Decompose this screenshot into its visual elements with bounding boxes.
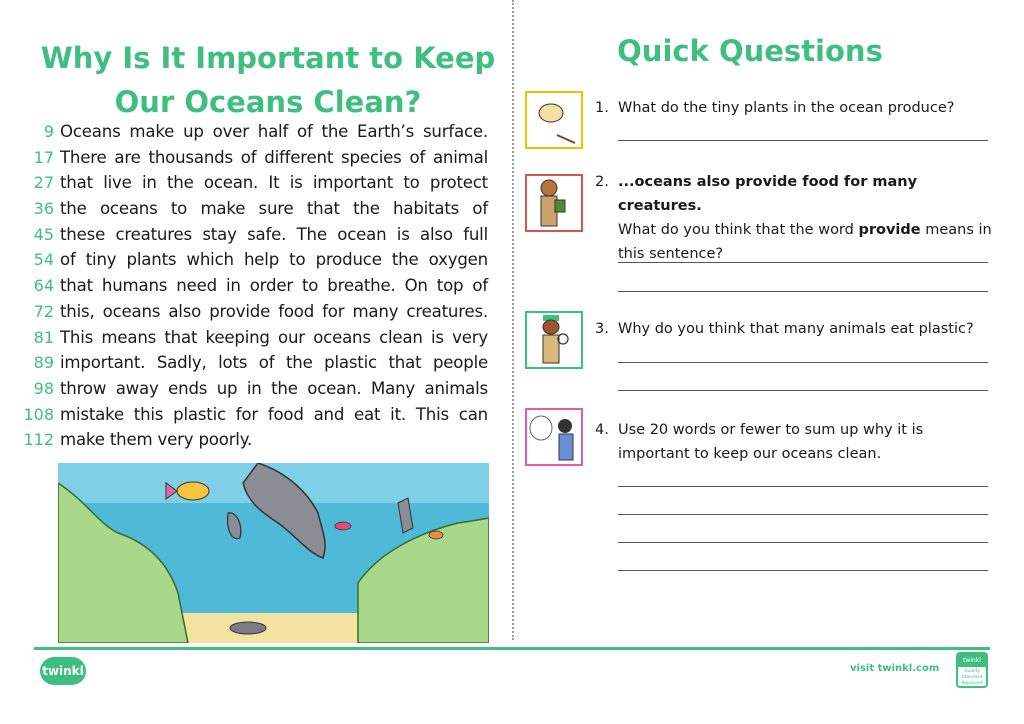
dog-thinking-icon: [525, 408, 583, 466]
reading-line: [14, 199, 494, 225]
reading-line: [14, 430, 494, 456]
page-title: [0, 36, 536, 124]
line-count: 72: [33, 301, 54, 321]
answer-line[interactable]: [618, 362, 988, 363]
footer-divider: [34, 647, 990, 650]
question-number: 1.: [595, 100, 609, 116]
answer-line[interactable]: [618, 486, 988, 487]
badge-title: twinkl: [958, 654, 986, 667]
question-text: [618, 170, 993, 266]
line-text: these creatures stay safe. The ocean is also full: [60, 224, 488, 244]
line-count: 36: [33, 199, 54, 219]
reading-line: [14, 405, 494, 431]
title-line-2: Our Oceans Clean?: [114, 85, 422, 119]
line-count: 81: [33, 327, 54, 347]
line-text: Oceans make up over half of the Earth’s surface.: [60, 122, 488, 141]
question-text: Why do you think that many animals eat plastic?: [618, 321, 974, 337]
line-count: 9: [43, 122, 54, 141]
twinkl-logo: twinkl: [40, 657, 86, 685]
line-text: throw away ends up in the ocean. Many animals: [60, 378, 488, 398]
question-number: 4.: [595, 422, 609, 438]
question-text: What do the tiny plants in the ocean produce?: [618, 100, 955, 116]
dog-detective-icon: [525, 311, 583, 369]
line-count: 98: [33, 378, 54, 398]
line-text: make them very poorly.: [60, 430, 253, 450]
ocean-illustration: [58, 463, 489, 643]
answer-line[interactable]: [618, 542, 988, 543]
reading-line: [14, 122, 494, 148]
line-text: There are thousands of different species of animal: [60, 147, 488, 167]
reading-line: [14, 276, 494, 302]
line-text: the oceans to make sure that the habitats of: [60, 199, 488, 219]
reading-line: [14, 148, 494, 174]
dog-chasing-stick-icon: [525, 91, 583, 149]
line-text: that humans need in order to breathe. On top of: [60, 276, 488, 296]
question-prompt-start: What do you think that the word: [618, 222, 859, 238]
answer-line[interactable]: [618, 262, 988, 263]
reading-line: [14, 250, 494, 276]
line-text: of tiny plants which help to produce the oxygen: [60, 250, 488, 270]
answer-line[interactable]: [618, 390, 988, 391]
answer-line[interactable]: [618, 140, 988, 141]
reading-line: [14, 173, 494, 199]
title-line-1: Why Is It Important to Keep: [40, 41, 496, 75]
question-number: 3.: [595, 321, 609, 337]
line-count: 54: [33, 250, 54, 270]
keyword: provide: [858, 222, 921, 238]
visit-link[interactable]: visit twinkl.com: [850, 663, 940, 674]
line-text: This means that keeping our oceans clean is very: [60, 327, 488, 347]
answer-line[interactable]: [618, 514, 988, 515]
reading-line: [14, 225, 494, 251]
reading-panel: [0, 0, 510, 640]
answer-line[interactable]: [618, 570, 988, 571]
line-text: that live in the ocean. It is important to protect: [60, 173, 488, 193]
quality-badge-icon: [956, 652, 988, 688]
reading-line: [14, 379, 494, 405]
reading-line: [14, 328, 494, 354]
quoted-sentence: ...oceans also provide food for many creatures.: [618, 174, 918, 214]
question-number: 2.: [595, 174, 609, 190]
reading-line: [14, 302, 494, 328]
line-count: 112: [23, 430, 54, 450]
question-text: Use 20 words or fewer to sum up why it is important to keep our oceans clean.: [618, 422, 924, 462]
questions-title: Quick Questions: [617, 34, 883, 68]
line-count: 108: [23, 404, 54, 424]
question-prompt-end: means in this sentence?: [618, 222, 992, 262]
answer-line[interactable]: [618, 291, 988, 292]
line-count: 45: [33, 224, 54, 244]
line-count: 64: [33, 276, 54, 296]
line-count: 17: [33, 147, 54, 167]
page-divider: [512, 0, 514, 640]
dog-reading-book-icon: [525, 174, 583, 232]
line-text: important. Sadly, lots of the plastic that people: [60, 353, 488, 373]
line-text: mistake this plastic for food and eat it. This can: [60, 404, 488, 424]
line-text: this, oceans also provide food for many creatures.: [60, 301, 488, 321]
badge-text: Quality Standard Approved: [961, 669, 983, 686]
line-count: 89: [33, 353, 54, 373]
reading-text: [14, 122, 494, 456]
reading-line: [14, 353, 494, 379]
line-count: 27: [33, 173, 54, 193]
